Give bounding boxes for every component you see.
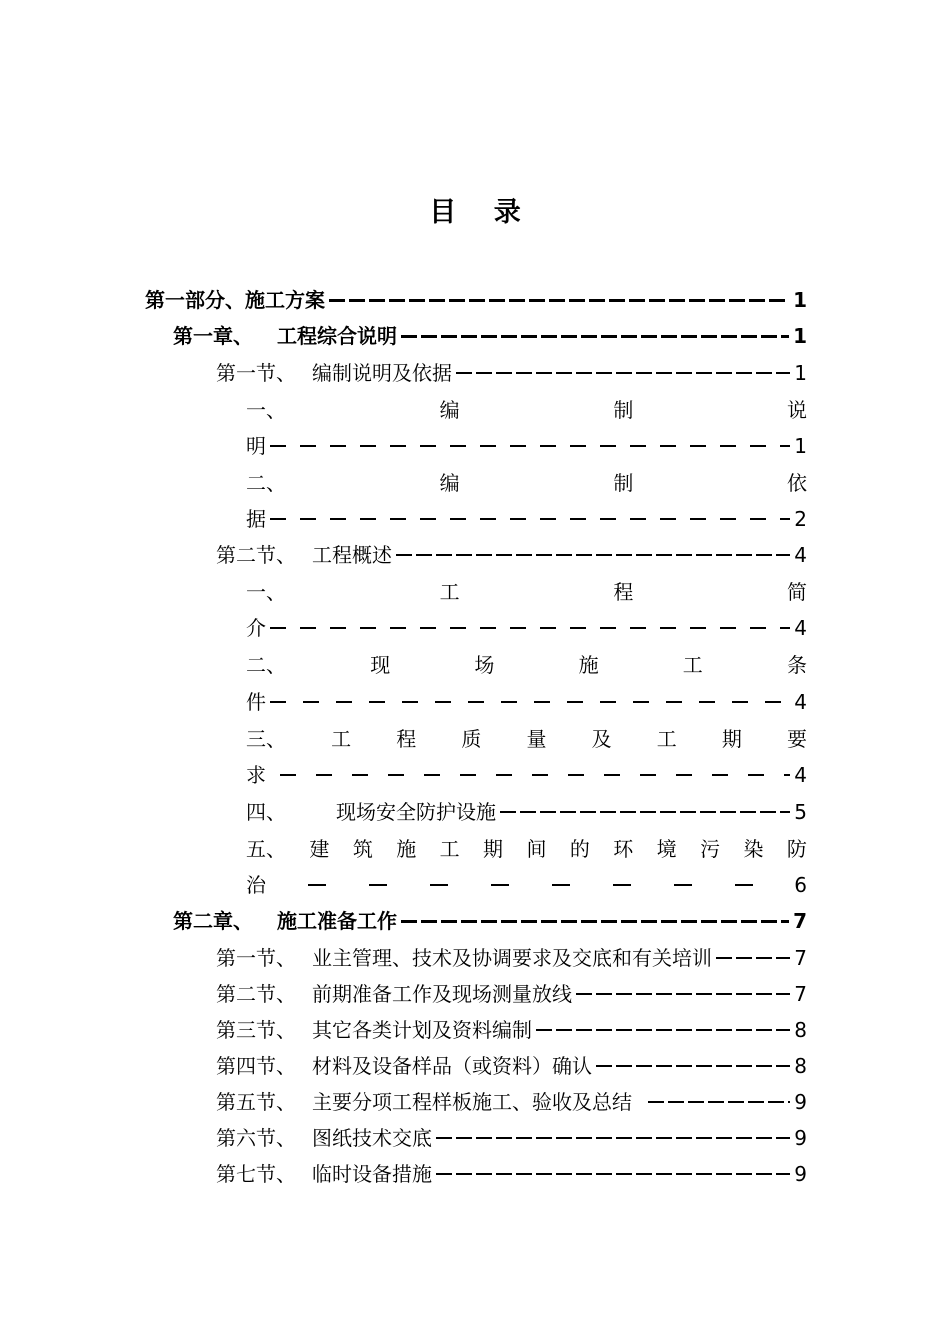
toc-page-number: 1 <box>793 288 807 312</box>
toc-entry-label: 工程综合说明 <box>277 324 397 348</box>
toc-entry-label: 施工准备工作 <box>277 909 397 933</box>
toc-item-1-2-5-line1[interactable] <box>246 834 807 864</box>
toc-page-number: 7 <box>794 982 807 1006</box>
toc-entry-label: 其它各类计划及资料编制 <box>312 1018 532 1042</box>
toc-page-number: 9 <box>794 1090 807 1114</box>
toc-chapter-1[interactable] <box>173 321 807 351</box>
toc-page-number: 4 <box>794 690 807 714</box>
toc-leader <box>596 1065 790 1067</box>
toc-entry-word: 制 <box>613 398 634 422</box>
toc-entry-label: 材料及设备样品（或资料）确认 <box>312 1054 592 1078</box>
toc-leader <box>401 335 789 338</box>
toc-item-1-2-3-line2[interactable] <box>246 760 807 790</box>
toc-page-number: 9 <box>794 1162 807 1186</box>
toc-entry-word: 质 <box>461 727 482 751</box>
toc-entry-word: 筑 <box>352 837 373 861</box>
toc-item-1-2-2-line1[interactable] <box>246 650 807 680</box>
toc-page-number: 9 <box>794 1126 807 1150</box>
toc-page-number: 6 <box>794 873 807 897</box>
toc-leader <box>436 1137 790 1139</box>
toc-section-2-7[interactable] <box>216 1159 807 1189</box>
toc-section-2-2[interactable] <box>216 979 807 1009</box>
toc-entry-number: 一、 <box>246 580 286 604</box>
toc-leader <box>270 518 790 520</box>
toc-leader <box>500 811 790 813</box>
toc-entry-word: 施 <box>396 837 417 861</box>
toc-entry-word: 染 <box>743 837 764 861</box>
toc-item-1-2-3-line1[interactable] <box>246 724 807 754</box>
toc-page-number: 2 <box>794 507 807 531</box>
toc-section-2-3[interactable] <box>216 1015 807 1045</box>
toc-page-number: 7 <box>793 909 807 933</box>
toc-entry-word: 制 <box>613 471 634 495</box>
toc-item-1-2-4[interactable] <box>246 797 807 827</box>
toc-entry-word: 明 <box>246 434 266 458</box>
toc-page-number: 7 <box>794 946 807 970</box>
toc-entry-label: 编制说明及依据 <box>312 361 452 385</box>
toc-entry-word: 依 <box>786 471 807 495</box>
toc-leader <box>716 957 790 959</box>
toc-item-1-2-1-line1[interactable] <box>246 577 807 607</box>
toc-page-number: 8 <box>794 1054 807 1078</box>
toc-entry-word: 求 <box>246 763 266 787</box>
toc-section-2-6[interactable] <box>216 1123 807 1153</box>
toc-section-2-1[interactable] <box>216 943 807 973</box>
toc-entry-word: 防 <box>786 837 807 861</box>
toc-entry-word: 工 <box>331 727 352 751</box>
toc-item-1-1-1-line2[interactable] <box>246 431 807 461</box>
toc-section-2-5[interactable] <box>216 1087 807 1117</box>
toc-entry-word: 据 <box>246 507 266 531</box>
toc-item-1-2-1-line2[interactable] <box>246 613 807 643</box>
toc-entry-number: 一、 <box>246 398 286 422</box>
toc-item-1-2-2-line2[interactable] <box>246 687 807 717</box>
toc-entry-label: 现场安全防护设施 <box>336 800 496 824</box>
toc-leader <box>270 701 790 703</box>
toc-entry-word: 编 <box>439 398 460 422</box>
toc-leader <box>308 884 790 886</box>
toc-leader <box>401 920 789 923</box>
toc-entry-word: 工 <box>439 580 460 604</box>
toc-entry-word: 现 <box>370 653 391 677</box>
toc-entry-label: 工程概述 <box>312 543 392 567</box>
toc-entry-word: 工 <box>682 653 703 677</box>
toc-entry-word: 量 <box>526 727 547 751</box>
toc-leader <box>648 1101 790 1103</box>
toc-entry-number: 三、 <box>246 727 286 751</box>
toc-item-1-1-2-line1[interactable] <box>246 468 807 498</box>
toc-entry-number: 第三节、 <box>216 1018 296 1042</box>
toc-entry-number: 二、 <box>246 653 286 677</box>
toc-entry-word: 编 <box>439 471 460 495</box>
toc-leader <box>436 1173 790 1175</box>
toc-page-number: 1 <box>793 324 807 348</box>
toc-entry-word: 工 <box>439 837 460 861</box>
toc-section-2-4[interactable] <box>216 1051 807 1081</box>
toc-entry-number: 第一节、 <box>216 361 296 385</box>
toc-entry-word: 施 <box>578 653 599 677</box>
toc-leader <box>329 299 789 302</box>
toc-chapter-2[interactable] <box>173 906 807 936</box>
toc-entry-number: 第二节、 <box>216 543 296 567</box>
toc-leader <box>456 372 790 374</box>
toc-entry-word: 及 <box>591 727 612 751</box>
toc-entry-word: 环 <box>613 837 634 861</box>
toc-entry-word: 要 <box>787 727 807 751</box>
toc-entry-word: 污 <box>700 837 721 861</box>
toc-entry-label: 图纸技术交底 <box>312 1126 432 1150</box>
toc-item-1-1-1-line1[interactable] <box>246 395 807 425</box>
toc-page-number: 1 <box>794 434 807 458</box>
toc-entry-number: 五、 <box>246 837 286 861</box>
toc-leader <box>576 993 790 995</box>
toc-entry-word: 期 <box>721 727 742 751</box>
toc-entry-label: 第一部分、施工方案 <box>145 288 325 312</box>
toc-entry-number: 四、 <box>246 800 286 824</box>
toc-entry-number: 第一节、 <box>216 946 296 970</box>
toc-entry-label: 业主管理、技术及协调要求及交底和有关培训 <box>312 946 712 970</box>
page-title: 目 录 <box>429 197 535 228</box>
toc-part-1[interactable] <box>145 285 807 315</box>
toc-entry-word: 间 <box>526 837 547 861</box>
toc-leader <box>396 554 790 556</box>
toc-section-1-1[interactable] <box>216 358 807 388</box>
toc-entry-word: 场 <box>474 653 495 677</box>
toc-entry-word: 程 <box>613 580 634 604</box>
toc-page-number: 4 <box>794 616 807 640</box>
toc-entry-word: 工 <box>656 727 677 751</box>
toc-entry-word: 件 <box>246 690 266 714</box>
toc-item-1-2-5-line2[interactable] <box>246 870 807 900</box>
toc-entry-word: 说 <box>786 398 807 422</box>
toc-entry-word: 建 <box>309 837 330 861</box>
toc-entry-word: 治 <box>246 873 266 897</box>
toc-entry-label: 主要分项工程样板施工、验收及总结 <box>312 1090 632 1114</box>
toc-entry-word: 的 <box>569 837 590 861</box>
toc-entry-label: 前期准备工作及现场测量放线 <box>312 982 572 1006</box>
toc-leader <box>270 445 790 447</box>
toc-entry-number: 第七节、 <box>216 1162 296 1186</box>
toc-entry-word: 条 <box>786 653 807 677</box>
toc-entry-number: 第六节、 <box>216 1126 296 1150</box>
toc-entry-number: 第二章、 <box>173 909 253 933</box>
toc-leader <box>536 1029 790 1031</box>
toc-entry-number: 第四节、 <box>216 1054 296 1078</box>
toc-entry-word: 期 <box>483 837 504 861</box>
toc-entry-number: 第五节、 <box>216 1090 296 1114</box>
toc-leader <box>280 774 790 776</box>
toc-entry-word: 境 <box>656 837 677 861</box>
toc-entry-number: 二、 <box>246 471 286 495</box>
toc-entry-number: 第二节、 <box>216 982 296 1006</box>
toc-page-number: 4 <box>794 763 807 787</box>
toc-entry-word: 介 <box>246 616 266 640</box>
toc-leader <box>270 627 790 629</box>
toc-page-number: 1 <box>794 361 807 385</box>
toc-section-1-2[interactable] <box>216 540 807 570</box>
toc-page-number: 8 <box>794 1018 807 1042</box>
toc-item-1-1-2-line2[interactable] <box>246 504 807 534</box>
toc-entry-label: 临时设备措施 <box>312 1162 432 1186</box>
toc-entry-number: 第一章、 <box>173 324 253 348</box>
toc-entry-word: 简 <box>786 580 807 604</box>
toc-entry-word: 程 <box>396 727 417 751</box>
toc-page-number: 5 <box>794 800 807 824</box>
toc-page-number: 4 <box>794 543 807 567</box>
